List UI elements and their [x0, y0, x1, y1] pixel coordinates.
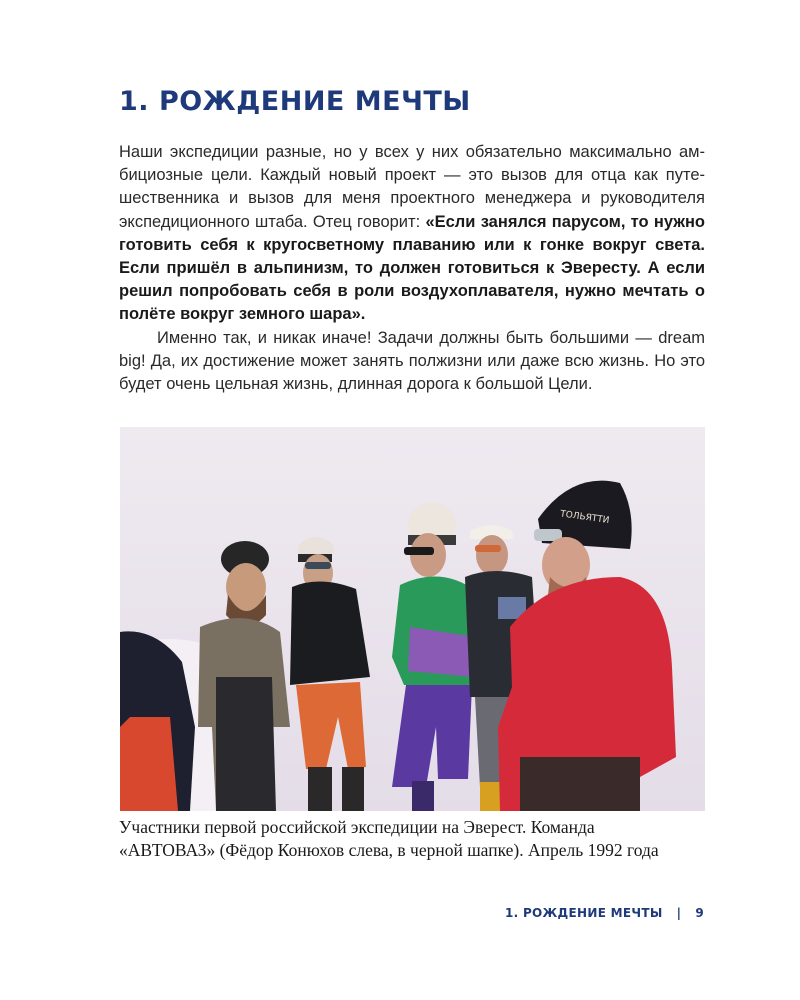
page-number: 9	[695, 906, 704, 920]
chapter-heading: 1. РОЖДЕНИЕ МЕЧТЫ	[119, 86, 471, 117]
photo-caption	[119, 816, 709, 862]
caption-line-2: «АВТОВАЗ» (Фёдор Конюхов слева, в черной шапке). Апрель 1992 года	[119, 840, 659, 860]
paragraph-2: Именно так, и никак иначе! Задачи должны быть большими — dream big! Да, их достижение может занять полжизни или даже всю жизнь. Но это будет очень цельная жизнь, длинная дорога к большой Цели.	[119, 328, 705, 394]
body-text	[119, 141, 705, 396]
hat-text: ТОЛЬЯТТИ	[559, 509, 610, 527]
footer-section-title: 1. РОЖДЕНИЕ МЕЧТЫ	[504, 906, 663, 920]
paragraph-1	[119, 141, 705, 327]
paragraph-1-lead: Наши экспедиции разные, но у всех у них обязательно максимально амбициозные цели. Каждый новый проект — это вызов для отца как путешественника и вызов для меня проектного менеджера и руководителя экспедиционного штаба. Отец говорит:	[119, 143, 705, 231]
paragraph-1-quote: «Если занялся парусом, то нужно готовить себя к кругосветному плаванию или к гонке вокруг света. Если пришёл в альпинизм, то должен готовиться к Эвересту. А если решил попробовать себя в роли воздухоплавателя, нужно мечтать о полёте вокруг земного шара».	[119, 212, 705, 324]
expedition-photo	[120, 427, 705, 811]
expedition-photo-illustration	[120, 427, 705, 811]
caption-line-1: Участники первой российской экспедиции на Эверест. Команда	[119, 817, 595, 837]
footer-separator: |	[676, 906, 682, 920]
running-footer	[505, 906, 704, 920]
